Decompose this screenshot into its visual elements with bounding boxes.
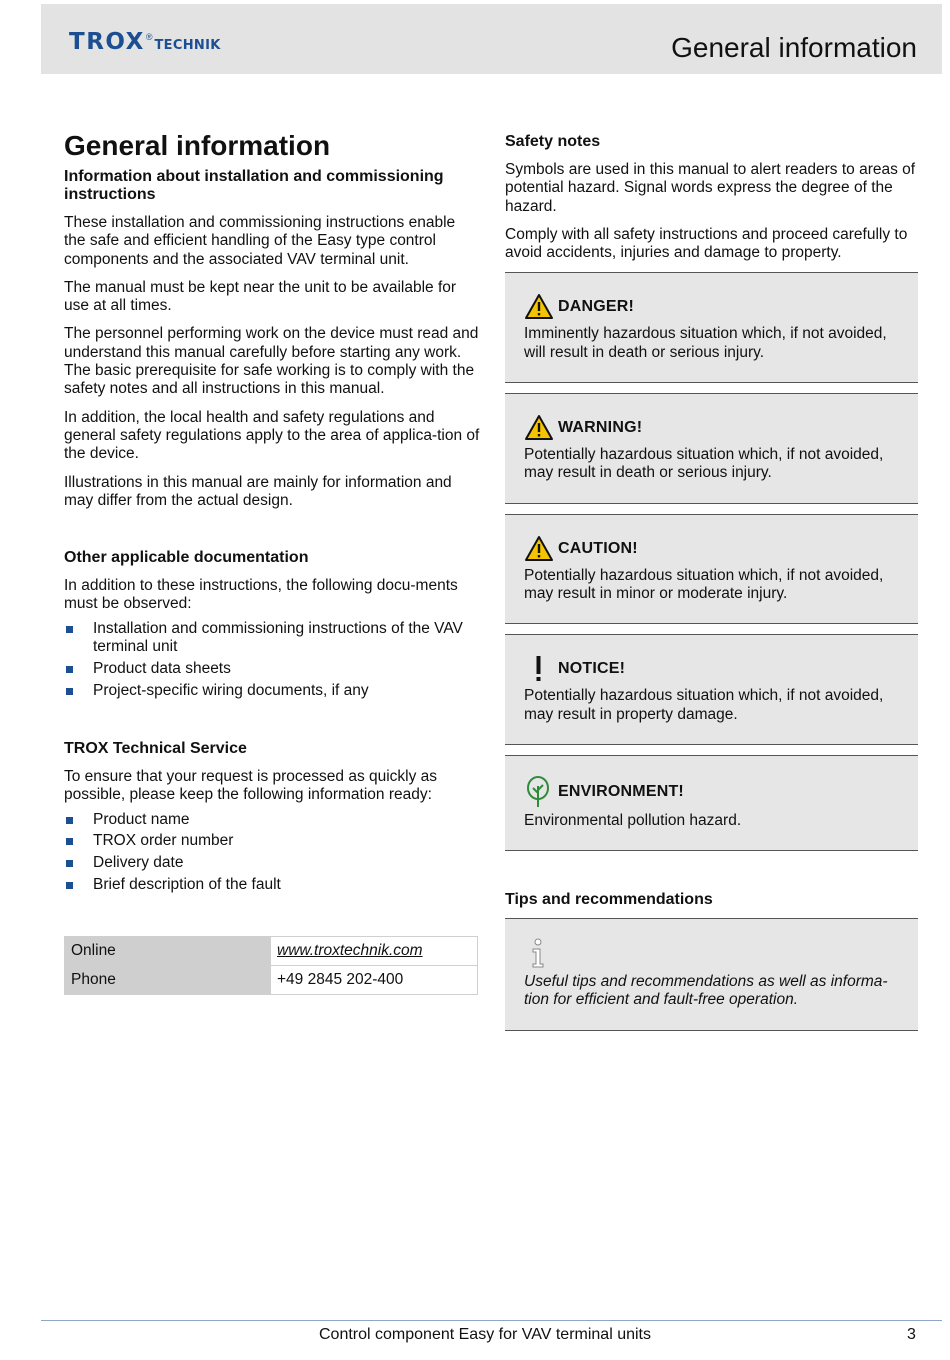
tips-note [505,919,918,1031]
left-column [64,130,480,995]
tips-heading: Tips and recommendations [505,891,713,909]
note-label: CAUTION! [558,539,638,557]
page-header [41,4,942,74]
note-text: Potentially hazardous situation which, if not avoided, may result in death or serious injury. [524,446,884,482]
contact-label: Online [65,937,271,966]
note-text: Potentially hazardous situation which, if not avoided, may result in minor or moderate injury. [524,566,884,602]
note-text: Potentially hazardous situation which, if not avoided, may result in property damage. [524,687,884,723]
tips-text: Useful tips and recommendations as well as informa-tion for efficient and fault-free operation. [524,973,888,1009]
header-title: General information [671,32,917,63]
right-column [505,133,918,1031]
note-text: Imminently hazardous situation which, if not avoided, will result in death or serious injury. [524,325,887,361]
list-item: TROX order number [64,832,480,850]
logo-wordmark: TROX [69,29,145,55]
note-label: NOTICE! [558,660,626,678]
warning-triangle-icon [524,414,558,442]
tree-icon [524,776,558,808]
page-title: General information [64,130,331,161]
trox-logo [69,30,221,54]
docs-heading: Other applicable documentation [64,549,309,567]
warning-triangle-icon [524,535,558,563]
install-paragraph: In addition, the local health and safety regulations and general safety regulations apply to the area of applica-tion of the device. [64,408,480,463]
install-paragraph: Illustrations in this manual are mainly for information and may differ from the actual design. [64,473,452,509]
notice-note [505,635,918,745]
service-intro: To ensure that your request is processed as quickly as possible, please keep the following information ready: [64,767,438,804]
note-text: Environmental pollution hazard. [524,811,742,829]
contact-value: +49 2845 202-400 [271,966,478,995]
website-link[interactable]: www.troxtechnik.com [277,942,423,960]
install-heading: Information about installation and commissioning instructions [64,168,444,203]
contact-table [64,936,478,995]
footer-text: Control component Easy for VAV terminal units [319,1326,651,1343]
warning-note [505,394,918,504]
docs-intro: In addition to these instructions, the following docu-ments must be observed: [64,577,458,613]
install-paragraph: These installation and commissioning instructions enable the safe and efficient handling of the Easy type control components and the associated VAV terminal unit. [64,214,456,268]
warning-triangle-icon [524,293,558,321]
safety-heading: Safety notes [505,133,601,150]
list-item: Project-specific wiring documents, if any [64,682,480,700]
table-row [65,966,478,995]
install-paragraph: The manual must be kept near the unit to be available for use at all times. [64,278,457,315]
note-label: DANGER! [558,298,635,316]
environment-note [505,756,918,851]
safety-paragraph: Symbols are used in this manual to alert readers to areas of potential hazard. Signal words express the degree of the hazard. [505,161,916,215]
page-number: 3 [907,1326,916,1343]
list-item: Installation and commissioning instructions of the VAV terminal unit [64,620,480,657]
exclamation-icon [524,655,558,683]
install-paragraph: The personnel performing work on the device must read and understand this manual carefully before starting any work. The basic prerequisite for safe working is to comply with the safety notes and all instructions in this manual. [64,325,479,398]
footer-rule [41,1320,942,1321]
logo-registered-mark: ® [145,32,153,42]
list-item: Delivery date [64,854,480,872]
docs-list [64,620,480,700]
note-label: WARNING! [558,419,643,437]
contact-label: Phone [65,966,271,995]
service-heading: TROX Technical Service [64,739,247,757]
logo-subtitle: TECHNIK [154,38,221,53]
danger-note [505,273,918,383]
contact-value [271,937,478,966]
list-item: Brief description of the fault [64,876,480,894]
info-icon [524,937,558,969]
caution-note [505,515,918,625]
table-row [65,937,478,966]
list-item: Product data sheets [64,660,480,678]
list-item: Product name [64,811,480,829]
note-label: ENVIRONMENT! [558,782,684,800]
safety-paragraph: Comply with all safety instructions and proceed carefully to avoid accidents, injuries and damage to property. [505,225,908,262]
service-list [64,811,480,895]
